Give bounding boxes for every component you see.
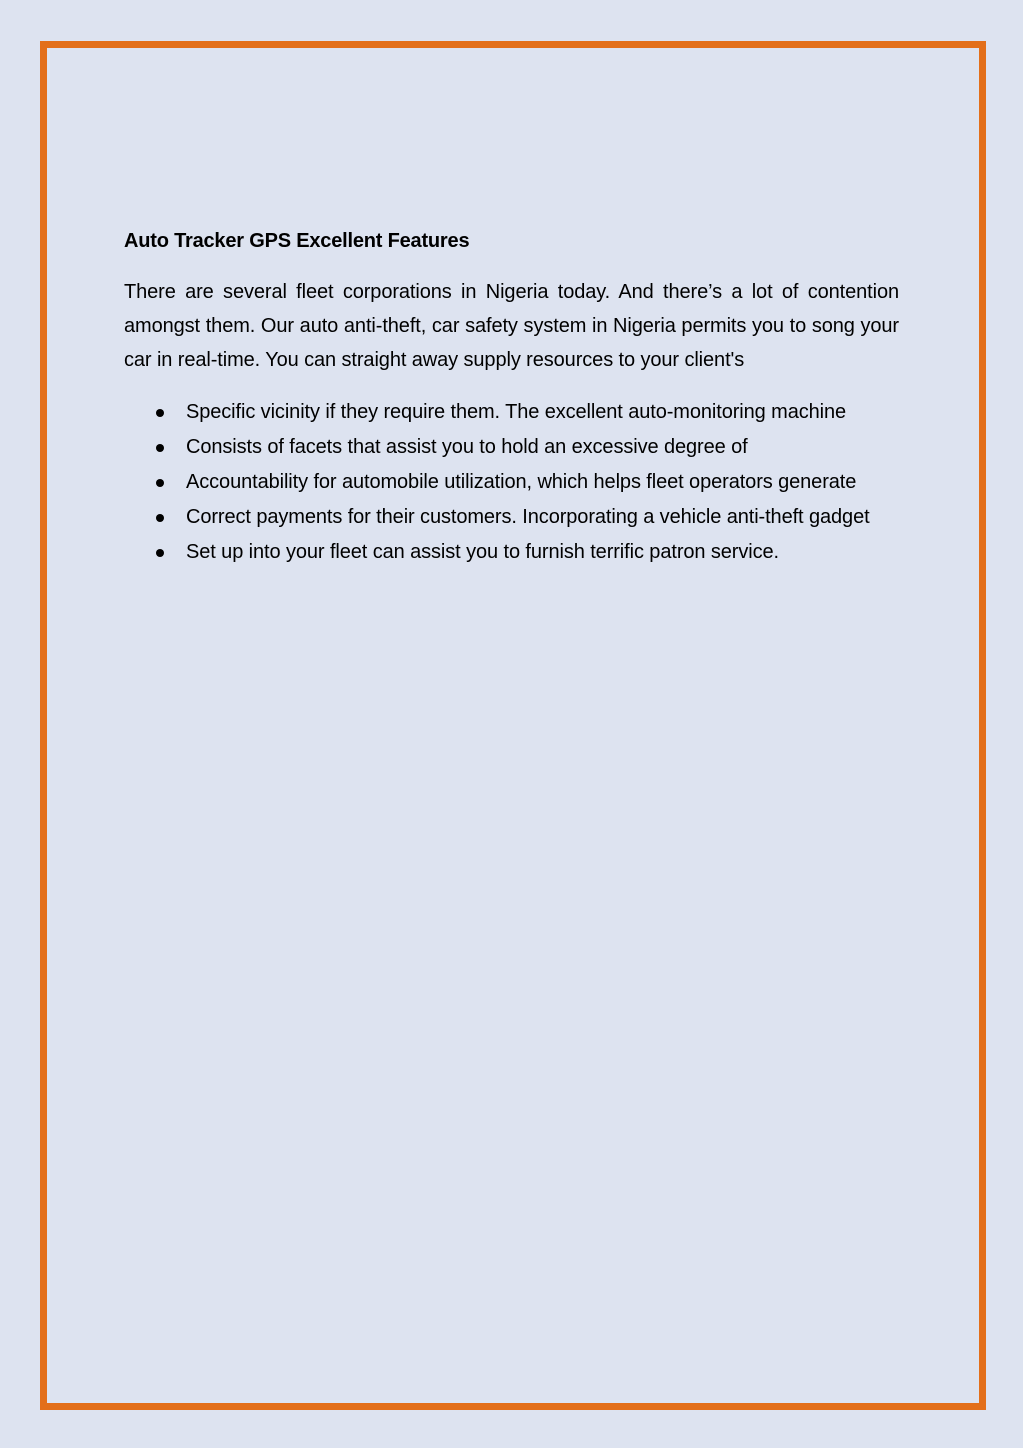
list-item <box>124 500 899 534</box>
bullet-icon <box>156 514 164 522</box>
bullet-icon <box>156 409 164 417</box>
list-item-text: Correct payments for their customers. Incorporating a vehicle anti-theft gadget <box>186 506 870 528</box>
intro-paragraph: There are several fleet corporations in Nigeria today. And there’s a lot of contention amongst them. Our auto anti-theft, car safety system in Nigeria permits you to song your car in real-time. You can straight away supply resources to your client's <box>124 281 899 371</box>
list-item-text: Accountability for automobile utilization, which helps fleet operators generate <box>186 471 857 493</box>
bullet-icon <box>156 549 164 557</box>
list-item <box>124 395 899 429</box>
bullet-icon <box>156 444 164 452</box>
list-item-text: Consists of facets that assist you to hold an excessive degree of <box>186 436 748 458</box>
list-item <box>124 430 899 464</box>
feature-list <box>124 395 899 569</box>
document-title: Auto Tracker GPS Excellent Features <box>124 230 470 252</box>
bullet-icon <box>156 479 164 487</box>
list-item <box>124 465 899 499</box>
document-content <box>124 226 899 570</box>
list-item <box>124 535 899 569</box>
list-item-text: Set up into your fleet can assist you to furnish terrific patron service. <box>186 541 779 563</box>
list-item-text: Specific vicinity if they require them. The excellent auto-monitoring machine <box>186 401 847 423</box>
